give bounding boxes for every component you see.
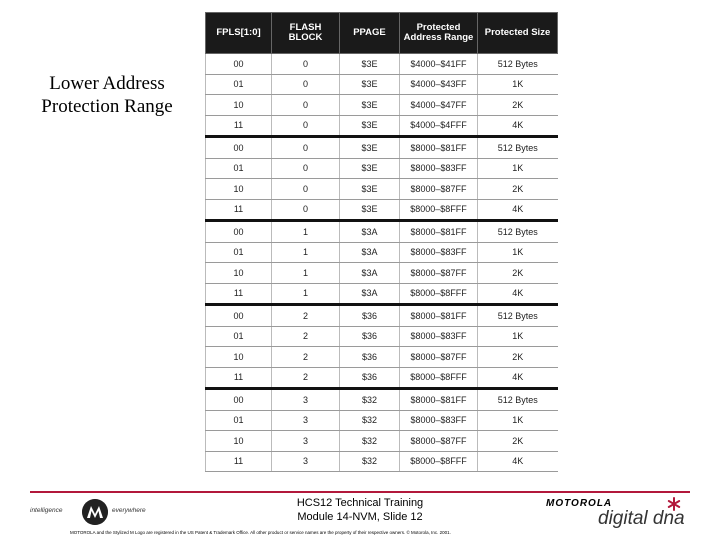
cell-ppage: $32 (340, 389, 400, 411)
cell-fpls: 10 (206, 347, 272, 368)
cell-ppage: $3A (340, 221, 400, 243)
cell-address-range: $4000–$4FFF (400, 115, 478, 137)
table-row (206, 158, 558, 179)
table-row (206, 283, 558, 305)
cell-flash-block: 2 (272, 367, 340, 389)
cell-flash-block: 0 (272, 115, 340, 137)
cell-fpls: 10 (206, 431, 272, 452)
cell-fpls: 01 (206, 326, 272, 347)
table-row (206, 389, 558, 411)
cell-fpls: 01 (206, 158, 272, 179)
cell-flash-block: 2 (272, 305, 340, 327)
cell-address-range: $8000–$83FF (400, 410, 478, 431)
cell-ppage: $36 (340, 326, 400, 347)
table-row (206, 179, 558, 200)
cell-ppage: $32 (340, 431, 400, 452)
footer-divider (30, 491, 690, 493)
cell-size: 1K (478, 74, 558, 95)
cell-size: 2K (478, 431, 558, 452)
cell-ppage: $3A (340, 283, 400, 305)
cell-ppage: $3A (340, 242, 400, 263)
cell-flash-block: 0 (272, 137, 340, 159)
cell-flash-block: 1 (272, 221, 340, 243)
table-row (206, 263, 558, 284)
table-row (206, 199, 558, 221)
cell-address-range: $4000–$43FF (400, 74, 478, 95)
cell-address-range: $8000–$8FFF (400, 451, 478, 472)
cell-flash-block: 0 (272, 158, 340, 179)
cell-fpls: 00 (206, 137, 272, 159)
cell-address-range: $4000–$41FF (400, 54, 478, 75)
side-title (22, 72, 192, 118)
cell-flash-block: 0 (272, 95, 340, 116)
cell-flash-block: 0 (272, 74, 340, 95)
side-title-line-1: Lower Address (49, 73, 165, 94)
header-flash-block: FLASH BLOCK (272, 13, 340, 54)
cell-fpls: 10 (206, 95, 272, 116)
cell-fpls: 11 (206, 199, 272, 221)
cell-flash-block: 0 (272, 179, 340, 200)
header-protected-address-range: Protected Address Range (400, 13, 478, 54)
cell-size: 4K (478, 199, 558, 221)
intelligence-everywhere-logo (30, 499, 170, 525)
cell-flash-block: 3 (272, 410, 340, 431)
cell-fpls: 00 (206, 389, 272, 411)
table-row (206, 431, 558, 452)
cell-address-range: $8000–$81FF (400, 389, 478, 411)
cell-fpls: 10 (206, 263, 272, 284)
cell-address-range: $8000–$87FF (400, 263, 478, 284)
cell-ppage: $32 (340, 410, 400, 431)
cell-ppage: $3E (340, 158, 400, 179)
cell-fpls: 11 (206, 283, 272, 305)
footer-line-2: Module 14-NVM, Slide 12 (297, 511, 423, 523)
cell-size: 512 Bytes (478, 221, 558, 243)
table-row (206, 74, 558, 95)
header-ppage: PPAGE (340, 13, 400, 54)
cell-fpls: 01 (206, 242, 272, 263)
digital-dna-wordmark: digital dna (598, 508, 685, 529)
cell-address-range: $8000–$81FF (400, 221, 478, 243)
cell-size: 4K (478, 451, 558, 472)
cell-address-range: $8000–$8FFF (400, 367, 478, 389)
cell-size: 1K (478, 242, 558, 263)
cell-ppage: $36 (340, 347, 400, 368)
tagline-left: intelligence (30, 507, 63, 514)
header-fpls: FPLS[1:0] (206, 13, 272, 54)
footer-caption (260, 496, 460, 524)
cell-address-range: $8000–$81FF (400, 137, 478, 159)
cell-address-range: $4000–$47FF (400, 95, 478, 116)
table-row (206, 326, 558, 347)
cell-fpls: 01 (206, 74, 272, 95)
cell-ppage: $3E (340, 137, 400, 159)
cell-ppage: $36 (340, 367, 400, 389)
cell-ppage: $3E (340, 179, 400, 200)
cell-address-range: $8000–$81FF (400, 305, 478, 327)
cell-fpls: 11 (206, 115, 272, 137)
cell-fpls: 00 (206, 305, 272, 327)
table-header-row (206, 13, 558, 54)
cell-ppage: $36 (340, 305, 400, 327)
cell-address-range: $8000–$83FF (400, 326, 478, 347)
side-title-line-2: Protection Range (41, 96, 173, 117)
cell-fpls: 10 (206, 179, 272, 200)
cell-fpls: 00 (206, 54, 272, 75)
cell-fpls: 11 (206, 451, 272, 472)
cell-size: 512 Bytes (478, 305, 558, 327)
digital-dna-star-icon (666, 496, 682, 512)
cell-address-range: $8000–$8FFF (400, 199, 478, 221)
cell-flash-block: 1 (272, 242, 340, 263)
cell-address-range: $8000–$87FF (400, 347, 478, 368)
cell-size: 4K (478, 283, 558, 305)
cell-ppage: $32 (340, 451, 400, 472)
cell-size: 1K (478, 158, 558, 179)
tagline-right: everywhere (112, 507, 146, 514)
header-protected-size: Protected Size (478, 13, 558, 54)
cell-flash-block: 3 (272, 431, 340, 452)
cell-ppage: $3E (340, 74, 400, 95)
cell-ppage: $3E (340, 54, 400, 75)
motorola-wordmark: MOTOROLA (546, 498, 613, 509)
cell-address-range: $8000–$83FF (400, 242, 478, 263)
table-row (206, 242, 558, 263)
table-body (206, 54, 558, 472)
table-row (206, 347, 558, 368)
table-row (206, 451, 558, 472)
cell-ppage: $3A (340, 263, 400, 284)
cell-size: 512 Bytes (478, 137, 558, 159)
cell-address-range: $8000–$83FF (400, 158, 478, 179)
table-row (206, 137, 558, 159)
cell-fpls: 00 (206, 221, 272, 243)
cell-size: 2K (478, 263, 558, 284)
legal-notice: MOTOROLA and the Stylized M Logo are registered in the US Patent & Trademark Office. All other product or service names are the property of their respective owners. © Motorola, Inc. 2001. (70, 530, 451, 535)
cell-flash-block: 3 (272, 451, 340, 472)
table-row (206, 95, 558, 116)
cell-address-range: $8000–$87FF (400, 179, 478, 200)
cell-size: 4K (478, 367, 558, 389)
cell-flash-block: 0 (272, 199, 340, 221)
protection-table-frame (205, 12, 557, 467)
table-row (206, 410, 558, 431)
cell-ppage: $3E (340, 95, 400, 116)
cell-size: 512 Bytes (478, 54, 558, 75)
cell-address-range: $8000–$8FFF (400, 283, 478, 305)
table-row (206, 54, 558, 75)
cell-fpls: 11 (206, 367, 272, 389)
cell-flash-block: 1 (272, 283, 340, 305)
cell-flash-block: 2 (272, 347, 340, 368)
cell-flash-block: 3 (272, 389, 340, 411)
motorola-batwing-icon (82, 499, 108, 525)
cell-fpls: 01 (206, 410, 272, 431)
cell-size: 1K (478, 410, 558, 431)
table-row (206, 115, 558, 137)
cell-flash-block: 2 (272, 326, 340, 347)
footer-line-1: HCS12 Technical Training (296, 497, 424, 509)
cell-ppage: $3E (340, 115, 400, 137)
cell-size: 2K (478, 179, 558, 200)
cell-size: 1K (478, 326, 558, 347)
cell-size: 2K (478, 95, 558, 116)
cell-size: 4K (478, 115, 558, 137)
cell-size: 512 Bytes (478, 389, 558, 411)
cell-size: 2K (478, 347, 558, 368)
table-row (206, 305, 558, 327)
cell-flash-block: 1 (272, 263, 340, 284)
table-row (206, 221, 558, 243)
protection-table (205, 12, 558, 472)
cell-address-range: $8000–$87FF (400, 431, 478, 452)
cell-flash-block: 0 (272, 54, 340, 75)
cell-ppage: $3E (340, 199, 400, 221)
table-row (206, 367, 558, 389)
